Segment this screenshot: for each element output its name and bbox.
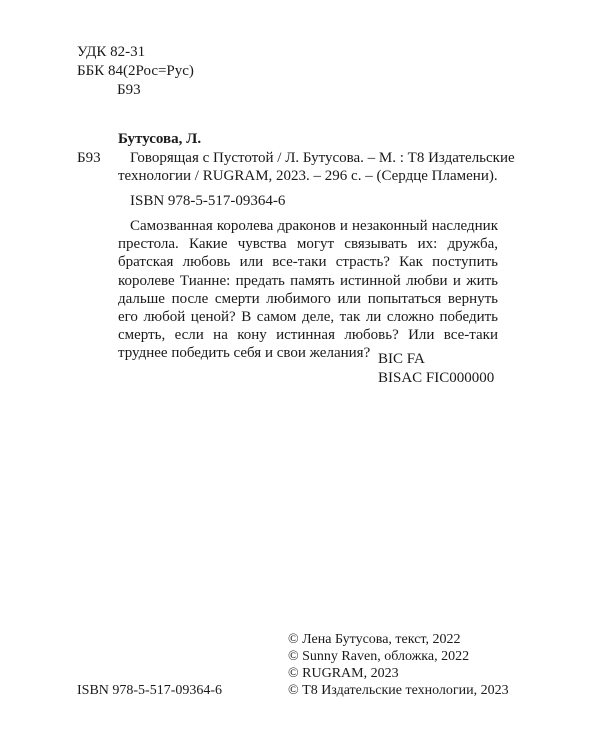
catalog-isbn: ISBN 978-5-517-09364-6 xyxy=(130,193,286,209)
bic-code: BIC FA xyxy=(378,351,425,367)
catalog-mark: Б93 xyxy=(77,150,101,166)
copyright-line: © Т8 Издательские технологии, 2023 xyxy=(288,683,509,698)
bbk-code: ББК 84(2Рос=Рус) xyxy=(77,63,194,79)
udk-code: УДК 82-31 xyxy=(77,44,146,60)
author-mark: Б93 xyxy=(117,82,141,98)
annotation-paragraph: Самозванная королева драконов и незаконный наследник престола. Какие чувства могут связывать их: дружба, братская любовь или все-таки страсть? Как поступить королеве Тианне: предать память истинной любви и жить дальше после смерти любимого или попытаться вернуть его любой ценой? В самом деле, так ли сложно победить смерть, если на кону истинная любовь? Или все-таки труднее победить себя и свои желания? xyxy=(118,218,498,362)
copyright-block xyxy=(288,631,509,699)
catalog-description-line2: технологии / RUGRAM, 2023. – 296 с. – (Сердце Пламени). xyxy=(118,168,498,184)
catalog-author: Бутусова, Л. xyxy=(118,131,202,147)
footer-isbn: ISBN 978-5-517-09364-6 xyxy=(77,683,223,698)
copyright-line: © Sunny Raven, обложка, 2022 xyxy=(288,649,470,664)
bisac-code: BISAC FIC000000 xyxy=(378,370,495,386)
copyright-line: © Лена Бутусова, текст, 2022 xyxy=(288,632,461,647)
catalog-description-line1: Говорящая с Пустотой / Л. Бутусова. – М. : Т8 Издательские xyxy=(130,150,515,166)
copyright-line: © RUGRAM, 2023 xyxy=(288,666,399,681)
